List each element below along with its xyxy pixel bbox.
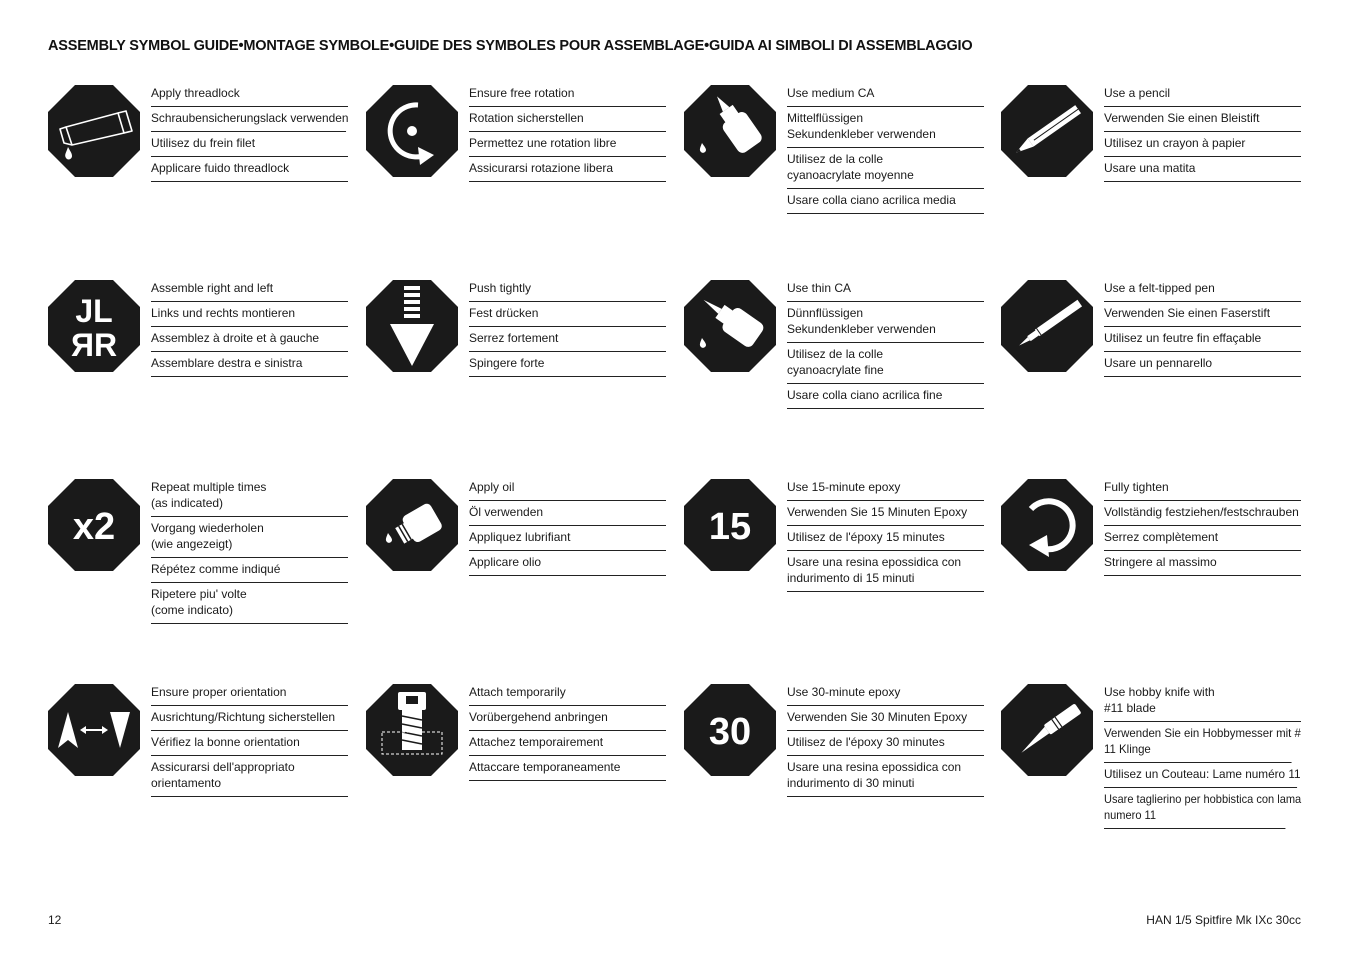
translation-line: Utilisez un crayon à papier <box>1104 132 1301 157</box>
translation-line: Assemblare destra e sinistra <box>151 352 348 377</box>
translation-list <box>787 85 984 214</box>
translation-line: Usare una resina epossidica con indurimento di 15 minuti <box>787 551 984 592</box>
translation-line: Attachez temporairement <box>469 731 666 756</box>
felt-tip-pen-icon <box>1001 280 1093 372</box>
icon-text: x2 <box>72 506 116 548</box>
translation-line: Vorgang wiederholen (wie angezeigt) <box>151 517 348 558</box>
icon-text-bottom: ЯR <box>70 327 118 363</box>
translation-line: Usare un pennarello <box>1104 352 1301 377</box>
translation-line: Assemble right and left <box>151 280 348 302</box>
translation-line: Ensure proper orientation <box>151 684 348 706</box>
left-right-icon <box>48 280 140 372</box>
translation-line: Répétez comme indiqué <box>151 558 348 583</box>
orientation-arrows-icon <box>48 684 140 776</box>
translation-line: Utilisez un Couteau: Lame numéro 11 <box>1104 763 1297 788</box>
repeat-x2-icon <box>48 479 140 571</box>
translation-line: Apply oil <box>469 479 666 501</box>
translation-line: Dünnflüssigen Sekundenkleber verwenden <box>787 302 984 343</box>
icon-text-top: JL <box>75 293 113 329</box>
translation-line: Verwenden Sie einen Faserstift <box>1104 302 1301 327</box>
translation-line: Fully tighten <box>1104 479 1301 501</box>
translation-line: Use hobby knife with #11 blade <box>1104 684 1301 722</box>
free-rotation-icon <box>366 85 458 177</box>
pencil-icon <box>1001 85 1093 177</box>
translation-line: Use a felt-tipped pen <box>1104 280 1301 302</box>
translation-line: Usare colla ciano acrilica fine <box>787 384 984 409</box>
translation-list <box>469 479 666 576</box>
translation-line: Utilisez de l'époxy 15 minutes <box>787 526 984 551</box>
translation-line: Utilisez un feutre fin effaçable <box>1104 327 1301 352</box>
translation-line: Utilisez de la colle cyanoacrylate moyenne <box>787 148 984 189</box>
translation-line: Attach temporarily <box>469 684 666 706</box>
translation-list <box>1104 479 1301 576</box>
oil-bottle-icon <box>366 479 458 571</box>
translation-list <box>151 684 348 797</box>
translation-list <box>151 479 348 624</box>
translation-line: Assemblez à droite et à gauche <box>151 327 348 352</box>
translation-line: Schraubensicherungslack verwenden <box>151 107 346 132</box>
translation-list <box>1104 280 1301 377</box>
icon-text: 15 <box>708 506 752 548</box>
thin-ca-bottle-icon <box>684 280 776 372</box>
temporary-bolt-icon <box>366 684 458 776</box>
translation-line: Links und rechts montieren <box>151 302 348 327</box>
translation-line: Ensure free rotation <box>469 85 666 107</box>
translation-line: Öl verwenden <box>469 501 666 526</box>
translation-line: Use thin CA <box>787 280 984 302</box>
translation-list <box>787 280 984 409</box>
icon-text: 30 <box>708 711 752 753</box>
translation-line: Use 15-minute epoxy <box>787 479 984 501</box>
translation-line: Assicurarsi rotazione libera <box>469 157 666 182</box>
translation-line: Use 30-minute epoxy <box>787 684 984 706</box>
epoxy-30-icon <box>684 684 776 776</box>
translation-line: Verwenden Sie 15 Minuten Epoxy <box>787 501 984 526</box>
translation-line: Ripetere piu' volte (come indicato) <box>151 583 348 624</box>
translation-line: Utilisez de la colle cyanoacrylate fine <box>787 343 984 384</box>
medium-ca-bottle-icon <box>684 85 776 177</box>
translation-line: Apply threadlock <box>151 85 348 107</box>
translation-line: Attaccare temporaneamente <box>469 756 666 781</box>
translation-line: Rotation sicherstellen <box>469 107 666 132</box>
translation-line: Usare colla ciano acrilica media <box>787 189 984 214</box>
footer-document-title: HAN 1/5 Spitfire Mk IXc 30cc <box>1146 913 1301 927</box>
translation-line: Vérifiez la bonne orientation <box>151 731 348 756</box>
translation-line: Ausrichtung/Richtung sicherstellen <box>151 706 348 731</box>
translation-line: Verwenden Sie ein Hobbymesser mit # 11 Klinge <box>1104 722 1292 763</box>
translation-line: Use a pencil <box>1104 85 1301 107</box>
translation-list <box>787 479 984 592</box>
translation-line: Verwenden Sie einen Bleistift <box>1104 107 1301 132</box>
translation-line: Fest drücken <box>469 302 666 327</box>
threadlock-tube-icon <box>48 85 140 177</box>
translation-line: Vollständig festziehen/festschrauben <box>1104 501 1301 526</box>
translation-line: Verwenden Sie 30 Minuten Epoxy <box>787 706 984 731</box>
translation-list <box>469 85 666 182</box>
translation-list <box>469 684 666 781</box>
translation-line: Push tightly <box>469 280 666 302</box>
translation-list <box>1104 85 1301 182</box>
translation-line: Applicare olio <box>469 551 666 576</box>
hobby-knife-icon <box>1001 684 1093 776</box>
page-title: ASSEMBLY SYMBOL GUIDE•MONTAGE SYMBOLE•GUIDE DES SYMBOLES POUR ASSEMBLAGE•GUIDA AI SIMBOLI DI ASSEMBLAGGIO <box>48 38 973 54</box>
translation-line: Spingere forte <box>469 352 666 377</box>
translation-line: Usare una matita <box>1104 157 1301 182</box>
translation-line: Utilisez du frein filet <box>151 132 348 157</box>
tighten-arrow-icon <box>1001 479 1093 571</box>
translation-line: Vorübergehend anbringen <box>469 706 666 731</box>
translation-line: Permettez une rotation libre <box>469 132 666 157</box>
translation-line: Mittelflüssigen Sekundenkleber verwenden <box>787 107 984 148</box>
translation-line: Applicare fuido threadlock <box>151 157 348 182</box>
translation-line: Appliquez lubrifiant <box>469 526 666 551</box>
page-number: 12 <box>48 913 62 927</box>
translation-line: Usare taglierino per hobbistica con lama numero 11 <box>1104 788 1285 829</box>
push-down-arrow-icon <box>366 280 458 372</box>
translation-line: Serrez fortement <box>469 327 666 352</box>
translation-line: Repeat multiple times (as indicated) <box>151 479 348 517</box>
translation-list <box>1104 684 1301 829</box>
translation-line: Utilisez de l'époxy 30 minutes <box>787 731 984 756</box>
translation-list <box>151 85 348 182</box>
translation-list <box>151 280 348 377</box>
epoxy-15-icon <box>684 479 776 571</box>
translation-list <box>469 280 666 377</box>
translation-line: Use medium CA <box>787 85 984 107</box>
translation-line: Stringere al massimo <box>1104 551 1301 576</box>
translation-list <box>787 684 984 797</box>
translation-line: Assicurarsi dell'appropriato orientamento <box>151 756 348 797</box>
translation-line: Usare una resina epossidica con indurimento di 30 minuti <box>787 756 984 797</box>
translation-line: Serrez complètement <box>1104 526 1301 551</box>
